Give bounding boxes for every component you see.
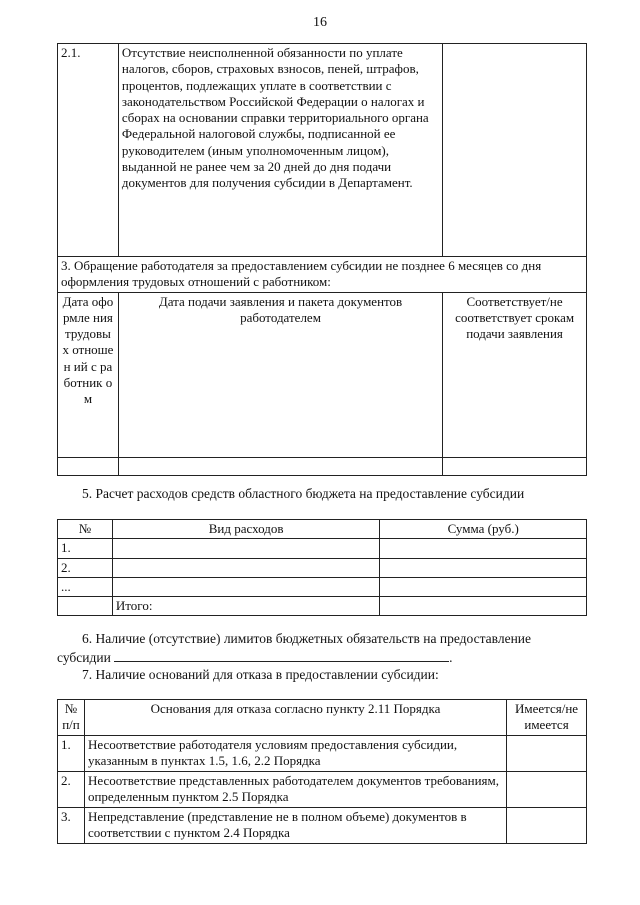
expenses-header-sum: Сумма (руб.) (380, 520, 587, 539)
section-3-title: 3. Обращение работодателя за предоставлением субсидии не позднее 6 месяцев со дня оформления трудовых отношений с работником: (58, 257, 587, 293)
expenses-total-num (58, 597, 113, 616)
expenses-total-label: Итого: (112, 597, 379, 616)
grounds-header-status: Имеется/не имеется (507, 700, 587, 736)
section-6-line-2 (57, 649, 453, 667)
section-6-prefix: субсидии (57, 650, 111, 665)
expenses-row-sum (380, 558, 587, 577)
grounds-row-text: Несоответствие работодателя условиям предоставления субсидии, указанным в пунктах 1.5, 1.6, 2.2 Порядка (84, 736, 506, 772)
expenses-row-type (112, 558, 379, 577)
section-6-line-1: 6. Наличие (отсутствие) лимитов бюджетных обязательств на предоставление (82, 631, 532, 646)
employment-date-header: Дата оформле ния трудовы х отношен ий с работник ом (58, 292, 119, 457)
compliance-header: Соответствует/не соответствует срокам подачи заявления (443, 292, 587, 457)
grounds-row-status (507, 772, 587, 808)
section-6-suffix: . (449, 650, 453, 665)
grounds-row-num: 1. (58, 736, 85, 772)
grounds-row-status (507, 808, 587, 844)
expenses-header-type: Вид расходов (112, 520, 379, 539)
section-5-title: 5. Расчет расходов средств областного бюджета на предоставление субсидии (82, 486, 525, 501)
grounds-row-status (507, 736, 587, 772)
expenses-row-sum (380, 539, 587, 558)
grounds-header-num: № п/п (58, 700, 85, 736)
limits-blank-line (114, 649, 449, 662)
grounds-row-text: Несоответствие представленных работодателем документов требованиям, определенным пунктом 2.5 Порядка (84, 772, 506, 808)
expenses-table (57, 519, 587, 616)
grounds-row-num: 3. (58, 808, 85, 844)
grounds-header-text: Основания для отказа согласно пункту 2.11 Порядка (84, 700, 506, 736)
application-date-value (118, 457, 442, 475)
refusal-grounds-table (57, 699, 587, 844)
page-number: 16 (313, 15, 327, 30)
row-number: 2.1. (58, 44, 119, 257)
grounds-row-text: Непредставление (представление не в полном объеме) документов в соответствии с пунктом 2.4 Порядка (84, 808, 506, 844)
expenses-header-num: № (58, 520, 113, 539)
expenses-total-sum (380, 597, 587, 616)
expenses-row-type (112, 577, 379, 596)
application-date-header: Дата подачи заявления и пакета документов работодателем (118, 292, 442, 457)
requirements-table (57, 43, 587, 476)
section-7-title: 7. Наличие оснований для отказа в предоставлении субсидии: (82, 667, 439, 682)
expenses-row-type (112, 539, 379, 558)
employment-date-value (58, 457, 119, 475)
grounds-row-num: 2. (58, 772, 85, 808)
expenses-row-num: 2. (58, 558, 113, 577)
expenses-row-num: 1. (58, 539, 113, 558)
expenses-row-num: ... (58, 577, 113, 596)
requirement-value-cell (443, 44, 587, 257)
expenses-row-sum (380, 577, 587, 596)
compliance-value (443, 457, 587, 475)
requirement-text: Отсутствие неисполненной обязанности по уплате налогов, сборов, страховых взносов, пеней, штрафов, процентов, подлежащих уплате в соответствии с законодательством Российской Федерации о налогах и сборах на основании справки территориального органа Федеральной налоговой службы, подписанной ее руководителем (иным уполномоченным лицом), выданной не ранее чем за 20 дней до дня подачи документов для получения субсидии в Департамент. (118, 44, 442, 257)
